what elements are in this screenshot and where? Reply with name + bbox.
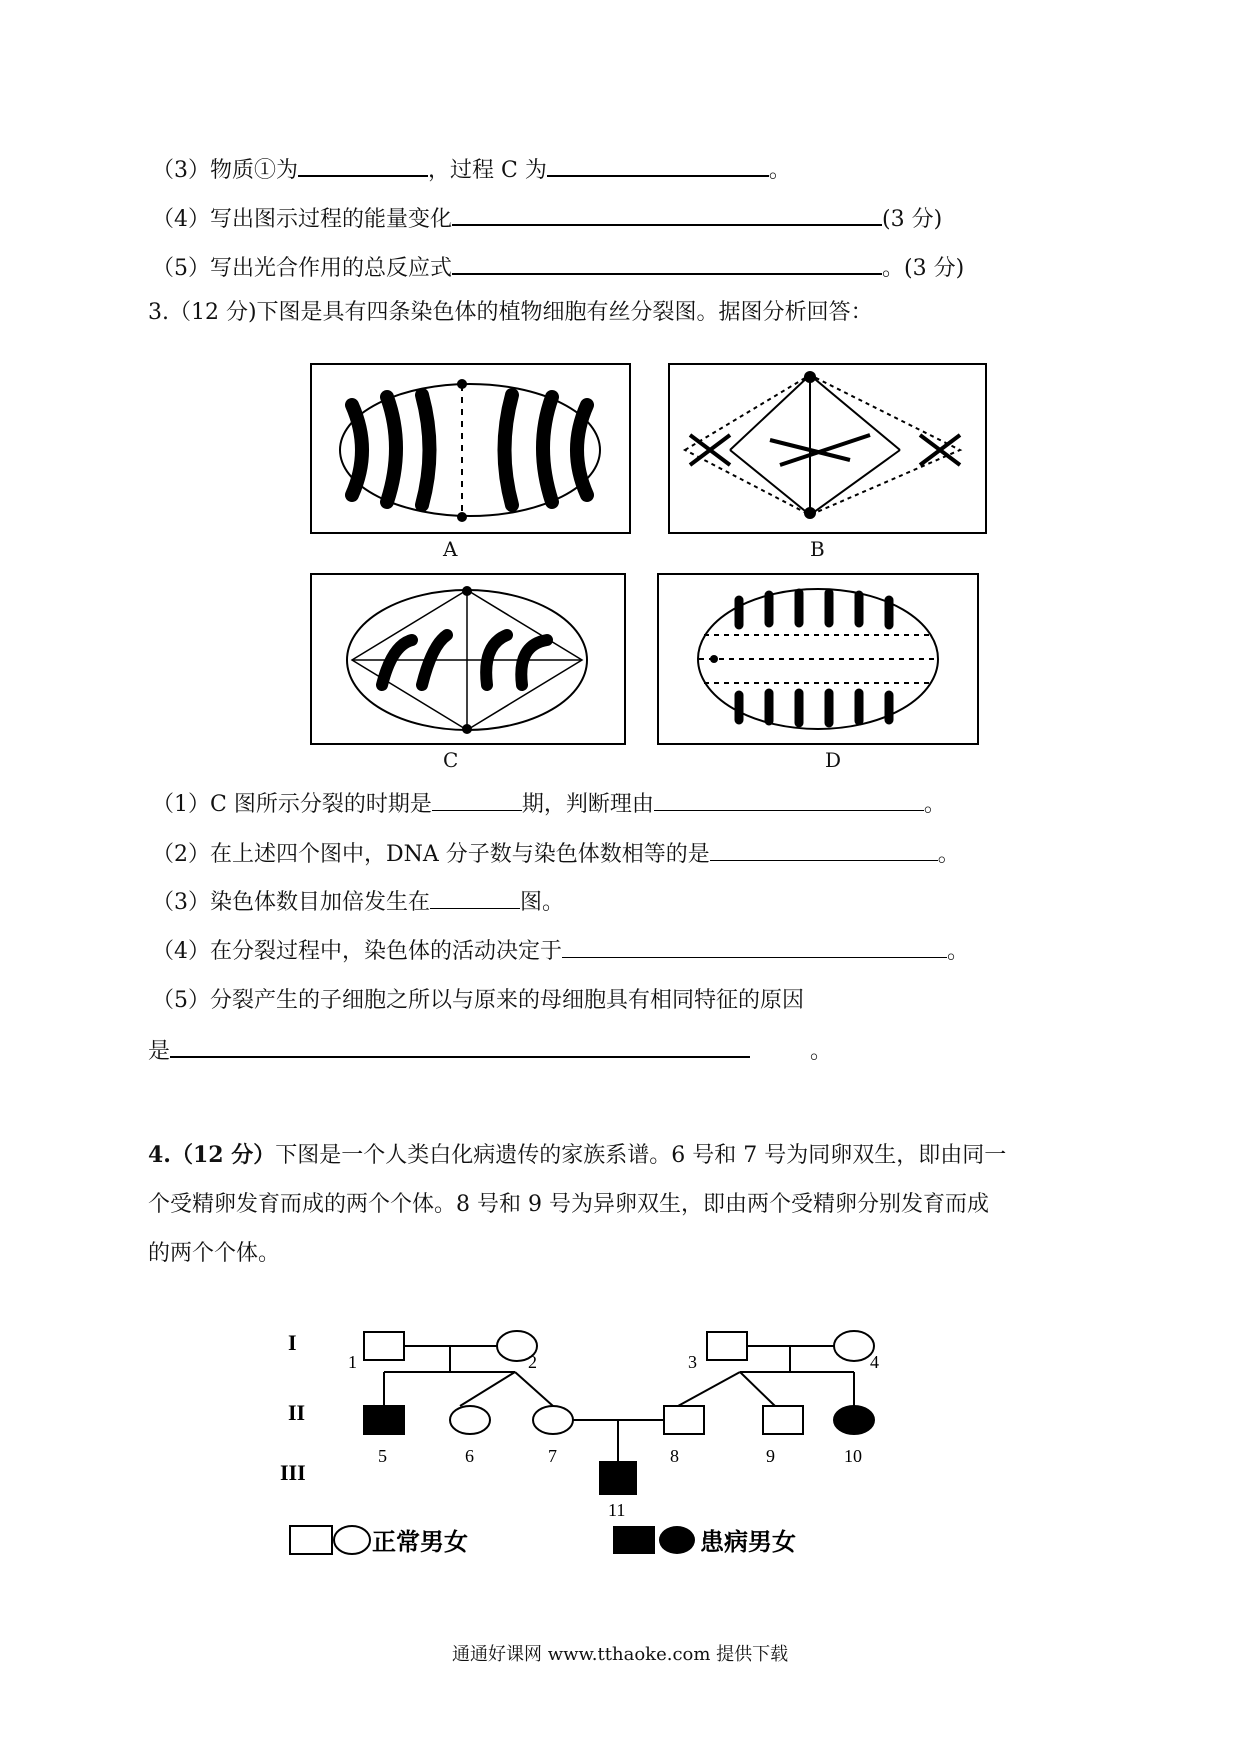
individual-7	[533, 1406, 573, 1434]
num-11: 11	[608, 1500, 626, 1520]
legend-affected-female	[659, 1526, 695, 1554]
legend-normal-label: 正常男女	[372, 1530, 468, 1556]
pedigree-chart	[270, 1320, 910, 1570]
num-5: 5	[378, 1446, 387, 1466]
answer-blank[interactable]	[432, 790, 522, 811]
q3-1-line: （1）C 图所示分裂的时期是 期，判断理由 。	[152, 792, 946, 817]
score-label: 。(3 分)	[882, 256, 965, 281]
answer-blank[interactable]	[430, 888, 520, 909]
answer-blank[interactable]	[298, 155, 428, 177]
figure-label-b: B	[810, 537, 825, 561]
individual-4	[834, 1331, 874, 1361]
q3-5-cont-line: 是 。	[148, 1036, 832, 1067]
q2-3-line: （3）物质①为 ，过程 C 为 。	[152, 155, 791, 186]
q4-intro-line3: 的两个个体。	[148, 1241, 281, 1266]
answer-blank[interactable]	[562, 937, 947, 958]
q3-4-line: （4）在分裂过程中，染色体的活动决定于 。	[152, 939, 970, 964]
answer-blank[interactable]	[710, 840, 938, 861]
figure-a-box	[310, 363, 631, 534]
individual-10	[834, 1406, 874, 1434]
individual-3	[707, 1332, 747, 1360]
legend-normal-female	[334, 1526, 370, 1554]
generation-label-i: I	[288, 1330, 297, 1355]
num-10: 10	[844, 1446, 862, 1466]
answer-blank[interactable]	[170, 1036, 750, 1058]
individual-6	[450, 1406, 490, 1434]
num-1: 1	[348, 1352, 357, 1372]
q4-intro-line1: 4.（12 分）下图是一个人类白化病遗传的家族系谱。6 号和 7 号为同卵双生，即由同一	[148, 1142, 1007, 1168]
individual-1	[364, 1332, 404, 1360]
generation-label-ii: II	[288, 1400, 306, 1425]
num-4: 4	[870, 1352, 879, 1372]
figure-label-d: D	[825, 748, 842, 772]
num-3: 3	[688, 1352, 697, 1372]
answer-blank[interactable]	[654, 790, 924, 811]
q3-heading: 3.（12 分)下图是具有四条染色体的植物细胞有丝分裂图。据图分析回答：	[148, 300, 873, 325]
individual-9	[763, 1406, 803, 1434]
num-2: 2	[528, 1352, 537, 1372]
figure-label-c: C	[443, 748, 459, 772]
generation-label-iii: III	[280, 1460, 306, 1485]
figure-b-box	[668, 363, 987, 534]
q2-4-prompt: （4）写出图示过程的能量变化	[152, 207, 452, 232]
q3-2-line: （2）在上述四个图中，DNA 分子数与染色体数相等的是 。	[152, 842, 960, 867]
q2-3-prompt-b: ，过程 C 为	[428, 158, 547, 183]
q3-5-line: （5）分裂产生的子细胞之所以与原来的母细胞具有相同特征的原因	[152, 988, 804, 1013]
individual-8	[664, 1406, 704, 1434]
individual-5	[364, 1406, 404, 1434]
q3-3-line: （3）染色体数目加倍发生在 图。	[152, 890, 565, 915]
individual-11	[600, 1462, 636, 1494]
num-6: 6	[465, 1446, 474, 1466]
figure-c-anaphase-icon	[312, 575, 624, 743]
figure-a-metaphase-icon	[312, 365, 629, 532]
footer-text: 通通好课网 www.tthaoke.com 提供下载	[452, 1644, 789, 1665]
legend-affected-male	[613, 1526, 655, 1554]
score-label: (3 分)	[882, 207, 943, 232]
figure-d-telophase-icon	[659, 575, 977, 743]
figure-d-box	[657, 573, 979, 745]
q2-5-line	[152, 253, 964, 284]
legend-affected-label: 患病男女	[700, 1530, 796, 1556]
answer-blank[interactable]	[452, 204, 882, 226]
figure-label-a: A	[443, 537, 458, 561]
figure-b-prophase-icon	[670, 365, 985, 532]
num-9: 9	[766, 1446, 775, 1466]
legend-normal-male	[290, 1526, 332, 1554]
q2-4-line	[152, 204, 942, 235]
q4-intro-line2: 个受精卵发育而成的两个个体。8 号和 9 号为异卵双生，即由两个受精卵分别发育而成	[148, 1192, 989, 1217]
answer-blank[interactable]	[452, 253, 882, 275]
q2-3-prompt: （3）物质①为	[152, 158, 298, 183]
num-7: 7	[548, 1446, 557, 1466]
figure-c-box	[310, 573, 626, 745]
answer-blank[interactable]	[547, 155, 769, 177]
num-8: 8	[670, 1446, 679, 1466]
q2-5-prompt: （5）写出光合作用的总反应式	[152, 256, 452, 281]
